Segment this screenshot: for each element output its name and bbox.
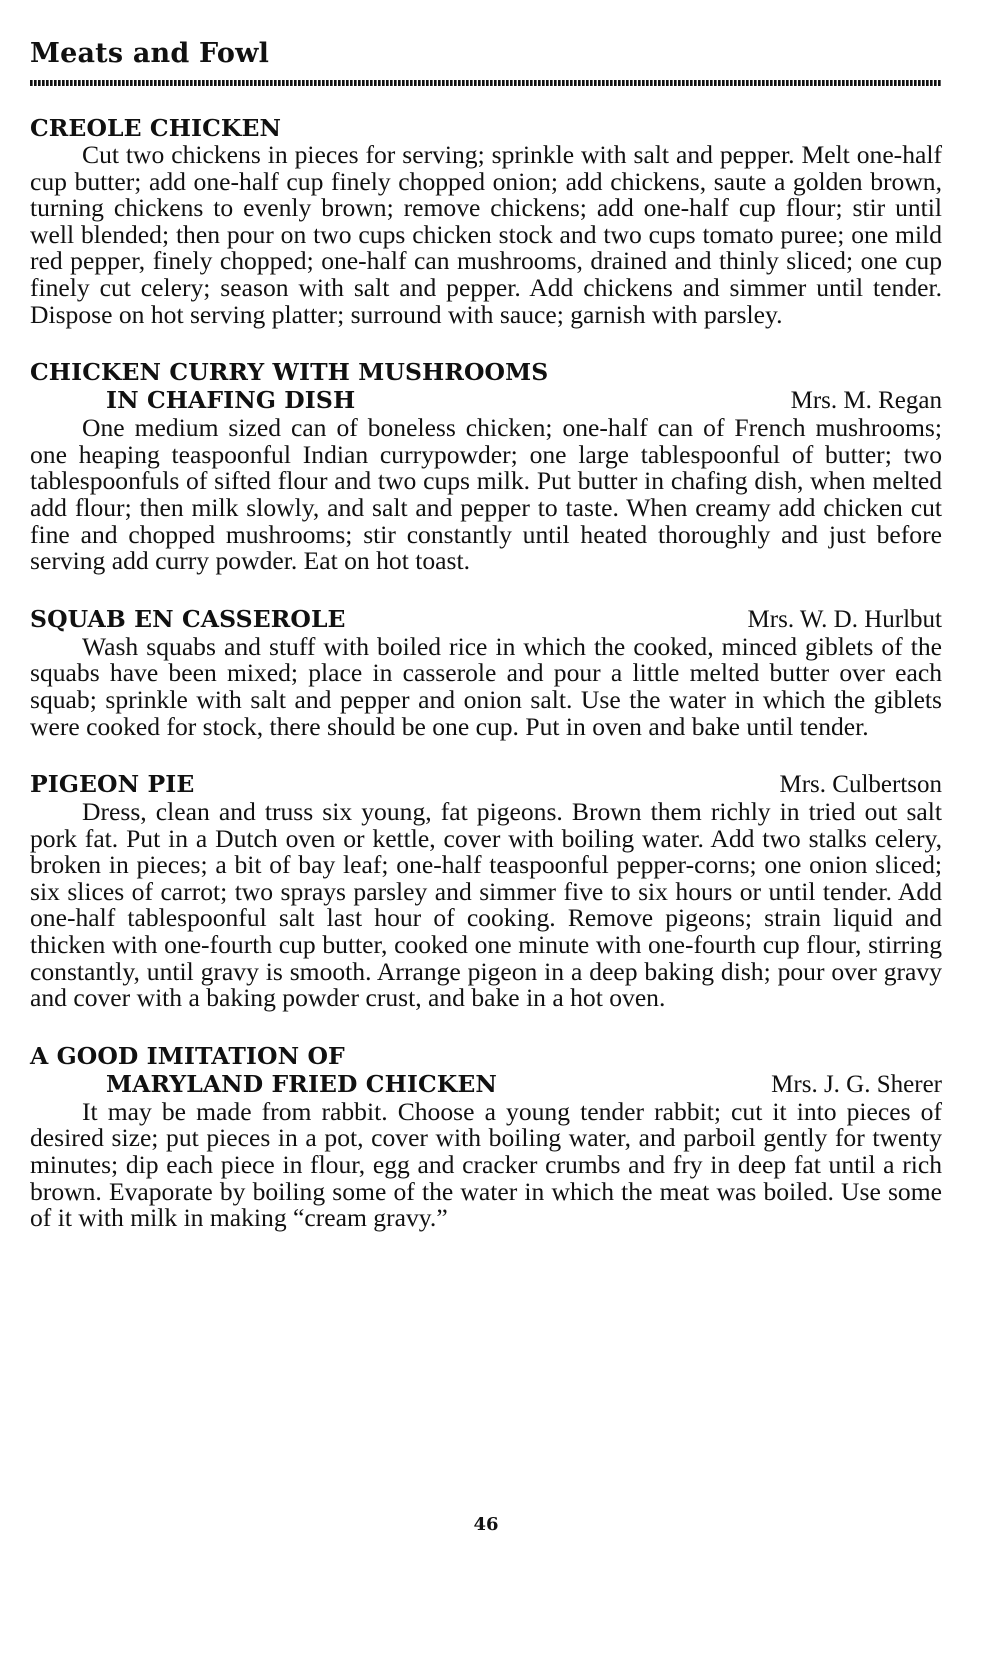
section-title: Meats and Fowl bbox=[30, 38, 270, 69]
recipe-title: A GOOD IMITATION OF bbox=[30, 1041, 345, 1070]
recipe-body: Wash squabs and stuff with boiled rice in which the cooked, minced giblets of the squabs have been mixed; place in casserole and pour a little melted butter over each squab; sprinkle with salt and pepper and onion salt. Use the water in which the giblets were cooked for stock, there should be one cup. Put in oven and bake until tender. bbox=[30, 631, 942, 741]
recipe-title: PIGEON PIE bbox=[30, 770, 195, 799]
recipe-chicken-curry bbox=[30, 358, 942, 575]
recipe-title-line2: MARYLAND FRIED CHICKEN bbox=[106, 1069, 497, 1098]
recipe-body: Dress, clean and truss six young, fat pigeons. Brown them richly in tried out salt pork fat. Put in a Dutch oven or kettle, cover with boiling water. Add two stalks celery, broken in pieces; a bit of bay leaf; one-half teaspoonful pepper-corns; one onion sliced; six slices of carrot; two sprays parsley and simmer five to six hours or until tender. Add one-half tablespoonful salt last hour of cooking. Remove pigeons; strain liquid and thicken with one-fourth cup butter, cooked one minute with one-fourth cup flour, stirring constantly, until gravy is smooth. Arrange pigeon in a deep baking dish; pour over gravy and cover with a baking powder crust, and bake in a hot oven. bbox=[30, 797, 942, 1013]
recipe-author: Mrs. W. D. Hurlbut bbox=[747, 605, 942, 633]
recipe-pigeon-pie bbox=[30, 770, 942, 1012]
recipe-author: Mrs. M. Regan bbox=[790, 387, 942, 415]
recipe-title: CHICKEN CURRY WITH MUSHROOMS bbox=[30, 358, 549, 387]
recipe-heading bbox=[30, 114, 942, 142]
recipe-heading-line2 bbox=[30, 1070, 942, 1099]
recipe-creole-chicken bbox=[30, 114, 942, 328]
recipe-heading bbox=[30, 1042, 942, 1070]
recipe-author: Mrs. Culbertson bbox=[779, 771, 942, 799]
recipe-body: Cut two chickens in pieces for serving; sprinkle with salt and pepper. Melt one-half cup butter; add one-half cup finely chopped onion; add chickens, saute a golden brown, turning chickens to evenly brown; remove chickens; add one-half cup flour; stir until well blended; then pour on two cups chicken stock and two cups tomato puree; one mild red pepper, finely chopped; one-half can mushrooms, drained and thinly sliced; one cup finely cut celery; season with salt and pepper. Add chickens and simmer until tender. Dispose on hot serving platter; surround with sauce; garnish with parsley. bbox=[30, 140, 942, 329]
recipe-heading-line2 bbox=[30, 386, 942, 415]
recipe-heading bbox=[30, 605, 942, 634]
recipe-squab-en-casserole bbox=[30, 605, 942, 740]
page-number: 46 bbox=[473, 1514, 499, 1535]
recipe-title-line2: IN CHAFING DISH bbox=[106, 386, 356, 415]
recipe-title: SQUAB EN CASSEROLE bbox=[30, 604, 346, 633]
recipe-heading bbox=[30, 358, 942, 386]
recipe-heading bbox=[30, 770, 942, 799]
recipe-title: CREOLE CHICKEN bbox=[30, 114, 282, 142]
recipe-body: One medium sized can of boneless chicken; one-half can of French mushrooms; one heaping teaspoonful Indian currypowder; one large tablespoonful of butter; two tablespoonfuls of sifted flour and two cups milk. Put butter in chafing dish, when melted add flour; then milk slowly, and salt and pepper to taste. When creamy add chicken cut fine and chopped mushrooms; stir constantly until heated thoroughly and just before serving add curry powder. Eat on hot toast. bbox=[30, 413, 942, 576]
ornamental-rule bbox=[30, 80, 942, 86]
recipe-maryland-fried-chicken bbox=[30, 1042, 942, 1232]
recipe-body: It may be made from rabbit. Choose a young tender rabbit; cut it into pieces of desired size; put pieces in a pot, cover with boiling water, and parboil gently for twenty minutes; dip each piece in flour, egg and cracker crumbs and fry in deep fat until a rich brown. Evaporate by boiling some of the water in which the meat was boiled. Use some of it with milk in making “cream gravy.” bbox=[30, 1096, 942, 1233]
page bbox=[30, 36, 942, 1535]
recipe-author: Mrs. J. G. Sherer bbox=[771, 1070, 942, 1098]
